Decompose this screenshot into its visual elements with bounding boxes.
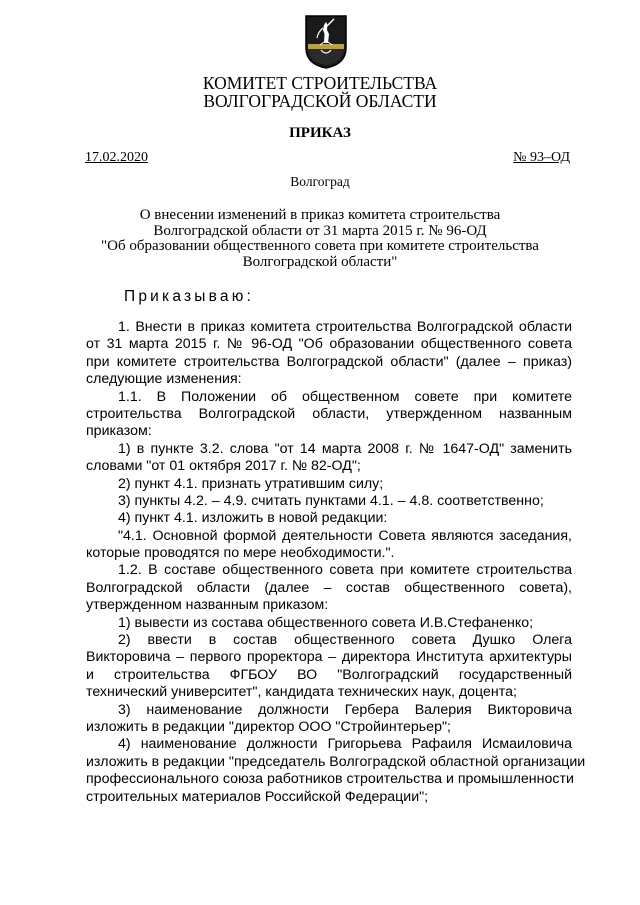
body-line: и строительства ФГБОУ ВО "Волгоградский государственный (86, 666, 572, 683)
body-line: которые проводятся по мере необходимости.". (86, 545, 395, 562)
body-line: технический университет", кандидата технических наук, доцента; (86, 684, 517, 701)
subject-line-2: Волгоградской области от 31 марта 2015 г. № 96-ОД (153, 222, 487, 239)
subject-line-4: Волгоградской области" (242, 253, 398, 270)
body-line: строительства Волгоградской области, утвержденном названным (86, 405, 572, 422)
document-type: ПРИКАЗ (289, 125, 351, 141)
body-line: 4) наименование должности Григорьева Рафаиля Исмаиловича (118, 736, 572, 753)
body-line: строительных материалов Российской Федерации"; (86, 788, 429, 805)
body-line: при комитете строительства Волгоградской области" (далее – приказ) (86, 353, 572, 370)
body-line: следующие изменения: (86, 371, 242, 388)
body-line: приказом: (86, 423, 152, 440)
body-line: 3) наименование должности Гербера Валерия Викторовича (118, 701, 572, 718)
body-line: 4) пункт 4.1. изложить в новой редакции: (118, 510, 388, 527)
body-line: 3) пункты 4.2. – 4.9. считать пунктами 4.1. – 4.8. соответственно; (118, 492, 544, 509)
body-line: утвержденном названным приказом: (86, 597, 329, 614)
volgograd-emblem-svg (304, 14, 348, 70)
body-line: Викторовича – первого проректора – директора Института архитектуры (86, 649, 572, 666)
body-line: 1. Внести в приказ комитета строительства Волгоградской области (118, 319, 572, 335)
subject-line-3: "Об образовании общественного совета при комитете строительства (101, 238, 539, 254)
document-subject (0, 208, 640, 270)
body-line: от 31 марта 2015 г. № 96-ОД "Об образовании общественного совета (86, 336, 572, 353)
order-heading: Приказываю: (124, 288, 255, 305)
body-line: "4.1. Основной формой деятельности Совета являются заседания, (118, 527, 572, 544)
organization-name (0, 74, 640, 110)
body-line: 1) вывести из состава общественного совета И.В.Стефаненко; (118, 614, 534, 631)
org-line-1: КОМИТЕТ СТРОИТЕЛЬСТВА (202, 73, 438, 93)
org-line-2: ВОЛГОГРАДСКОЙ ОБЛАСТИ (203, 91, 437, 111)
body-line: изложить в редакции "директор ООО "Стройинтерьер"; (86, 718, 451, 735)
body-line: Волгоградской области (далее – состав общественного совета), (86, 579, 572, 596)
body-line: 1) в пункте 3.2. слова "от 14 марта 2008 г. № 1647-ОД" заменить (118, 440, 572, 457)
document-body (86, 319, 586, 806)
body-line: 1.2. В составе общественного совета при комитете строительства (118, 562, 572, 579)
document-number: № 93–ОД (513, 150, 570, 165)
body-line: 2) ввести в состав общественного совета Душко Олега (118, 632, 572, 649)
subject-line-1: О внесении изменений в приказ комитета строительства (139, 207, 501, 223)
document-date: 17.02.2020 (85, 150, 148, 165)
body-line: изложить в редакции "председатель Волгоградской областной организации (86, 753, 586, 770)
coat-of-arms-icon (304, 14, 348, 70)
body-line: профессионального союза работников строительства и промышленности (86, 771, 574, 788)
document-city: Волгоград (290, 174, 350, 189)
body-line: словами "от 01 октября 2017 г. № 82-ОД"; (86, 458, 361, 475)
body-line: 2) пункт 4.1. признать утратившим силу; (118, 475, 384, 492)
body-line: 1.1. В Положении об общественном совете при комитете (118, 388, 572, 405)
